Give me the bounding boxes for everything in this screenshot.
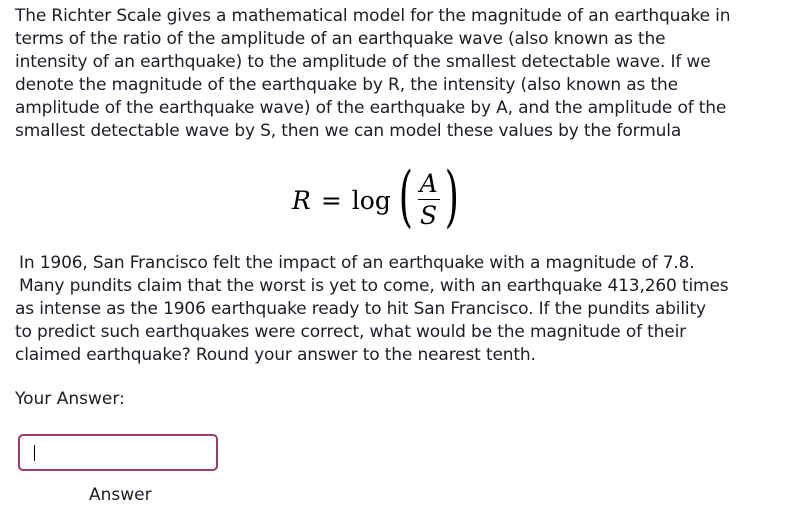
formula-lhs: R xyxy=(292,185,311,215)
problem-intro xyxy=(15,5,730,143)
intro-line: smallest detectable wave by S, then we can model these values by the formula xyxy=(15,121,682,141)
fraction-bar xyxy=(418,199,440,201)
question-line: claimed earthquake? Round your answer to the nearest tenth. xyxy=(15,345,536,365)
intro-line: intensity of an earthquake) to the amplitude of the smallest detectable wave. If we xyxy=(15,52,711,72)
question-line: to predict such earthquakes were correct, what would be the magnitude of their xyxy=(15,322,687,342)
richter-formula xyxy=(292,160,464,240)
formula-log: log xyxy=(351,185,391,215)
left-paren: ( xyxy=(398,158,413,235)
question-line: Many pundits claim that the worst is yet to come, with an earthquake 413,260 times xyxy=(19,276,729,296)
intro-line: The Richter Scale gives a mathematical model for the magnitude of an earthquake in xyxy=(15,6,731,26)
your-answer-label: Your Answer: xyxy=(15,389,125,409)
problem-question xyxy=(15,252,728,367)
answer-input[interactable] xyxy=(18,434,218,471)
text-caret xyxy=(34,445,35,461)
answer-caption: Answer xyxy=(89,485,152,505)
formula-fraction xyxy=(417,168,441,231)
fraction-numerator: A xyxy=(419,168,438,198)
formula-equals: = xyxy=(320,185,342,215)
intro-line: denote the magnitude of the earthquake by R, the intensity (also known as the xyxy=(15,75,678,95)
intro-line: terms of the ratio of the amplitude of an earthquake wave (also known as the xyxy=(15,29,666,49)
fraction-denominator: S xyxy=(420,201,438,231)
right-paren: ) xyxy=(444,158,459,235)
question-line: as intense as the 1906 earthquake ready to hit San Francisco. If the pundits ability xyxy=(15,299,706,319)
question-line: In 1906, San Francisco felt the impact of an earthquake with a magnitude of 7.8. xyxy=(19,253,695,273)
intro-line: amplitude of the earthquake wave) of the earthquake by A, and the amplitude of the xyxy=(15,98,727,118)
